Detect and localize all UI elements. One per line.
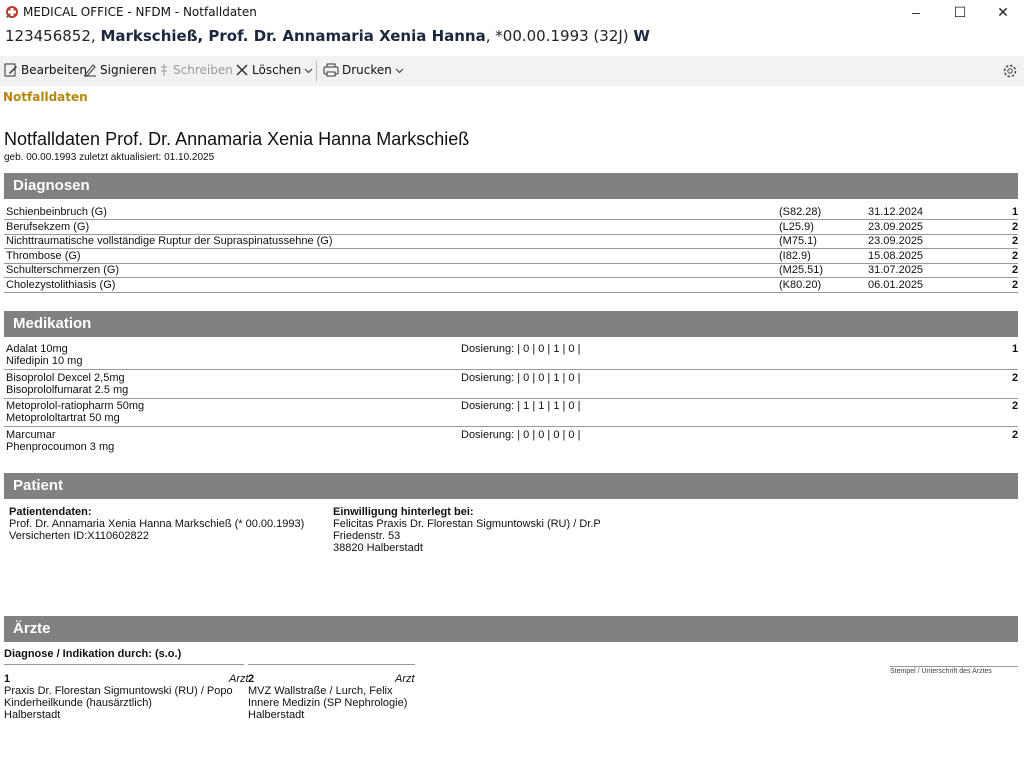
edit-icon (4, 63, 18, 77)
document-subtitle: geb. 00.00.1993 zuletzt aktualisiert: 01.10.2025 (4, 152, 215, 163)
indication-label: Diagnose / Indikation durch: (s.o.) (4, 648, 182, 660)
sign-button-label: Signieren (100, 63, 157, 77)
window-title: MEDICAL OFFICE - NFDM - Notfalldaten (23, 5, 257, 19)
diagnosis-date: 31.07.2025 (868, 264, 924, 276)
medication-row (4, 343, 1018, 369)
diagnosis-row (4, 221, 1018, 233)
medication-dosage: Dosierung: | 0 | 0 | 1 | 0 | (461, 371, 581, 384)
patient-insurance-id: Versicherten ID:X110602822 (9, 530, 149, 542)
diagnosis-number: 2 (1012, 264, 1019, 276)
doctor-role: Arzt (229, 673, 249, 685)
diagnosis-date: 06.01.2025 (868, 278, 924, 291)
diagnoses-section-header (4, 173, 1018, 199)
delete-button-label: Löschen (252, 63, 302, 77)
minimize-icon: – (912, 4, 920, 20)
diagnosis-name: Berufsekzem (G) (6, 220, 90, 233)
diagnosis-row (4, 206, 1018, 218)
patient-header (5, 27, 650, 45)
diagnosis-row (4, 264, 1018, 276)
medication-name: Metoprolol-ratiopharm 50mg (6, 400, 145, 412)
row-divider (4, 426, 1018, 427)
medication-dosage: Dosierung: | 1 | 1 | 1 | 0 | (461, 400, 581, 412)
toolbar (0, 56, 1024, 86)
diagnosis-code: (S82.28) (779, 206, 822, 218)
consent-line: 38820 Halberstadt (333, 542, 423, 554)
delete-scissors-icon (235, 63, 249, 77)
settings-button[interactable] (1002, 63, 1018, 79)
maximize-button[interactable] (937, 0, 983, 24)
chevron-down-icon (304, 66, 313, 75)
diagnosis-number: 2 (1012, 278, 1019, 291)
diagnosis-date: 23.09.2025 (868, 220, 924, 233)
medication-section-header (4, 311, 1018, 337)
toolbar-divider (316, 61, 317, 81)
medication-substance: Bisoprololfumarat 2.5 mg (6, 383, 129, 396)
row-divider (4, 398, 1018, 399)
doctor-line: Praxis Dr. Florestan Sigmuntowski (RU) / Popo (4, 685, 233, 697)
doctors-heading: Ärzte (13, 620, 51, 637)
consent-line: Felicitas Praxis Dr. Florestan Sigmuntowski (RU) / Dr.P (333, 518, 601, 530)
doctor-line: Innere Medizin (SP Nephrologie) (248, 697, 408, 709)
tab-notfalldaten[interactable]: Notfalldaten (3, 90, 88, 104)
patient-sex: W (633, 27, 650, 45)
doctor-divider (248, 664, 415, 665)
write-button[interactable] (158, 63, 233, 77)
medication-number: 1 (1012, 343, 1019, 355)
diagnosis-code: (M25.51) (779, 264, 824, 276)
patient-section-header (4, 473, 1018, 499)
diagnosis-name: Schulterschmerzen (G) (6, 264, 120, 276)
diagnosis-code: (M75.1) (779, 235, 817, 247)
medication-heading: Medikation (13, 315, 92, 332)
doctor-number: 2 (248, 673, 255, 685)
medication-substance: Metoprololtartrat 50 mg (6, 412, 120, 424)
diagnosis-date: 23.09.2025 (868, 235, 924, 247)
patient-name-line: Prof. Dr. Annamaria Xenia Hanna Markschieß (* 00.00.1993) (9, 518, 305, 530)
diagnosis-row (4, 235, 1018, 247)
printer-icon (323, 63, 339, 77)
diagnosis-number: 2 (1012, 249, 1019, 262)
window-titlebar (0, 0, 1024, 24)
chevron-down-icon (395, 66, 404, 75)
diagnosis-number: 2 (1012, 220, 1019, 233)
doctor-line: Halberstadt (248, 709, 305, 721)
doctor-line: Kinderheilkunde (hausärztlich) (4, 697, 152, 709)
medication-row (4, 372, 1018, 398)
doctors-section-header (4, 616, 1018, 642)
row-divider (4, 292, 1018, 293)
diagnosis-name: Schienbeinbruch (G) (6, 206, 107, 218)
diagnosis-name: Cholezystolithiasis (G) (6, 278, 116, 291)
medication-dosage: Dosierung: | 0 | 0 | 1 | 0 | (461, 343, 581, 355)
diagnosis-code: (K80.20) (779, 278, 822, 291)
diagnosis-name: Nichttraumatische vollständige Ruptur der Supraspinatussehne (G) (6, 235, 333, 247)
medication-name: Marcumar (6, 428, 56, 441)
edit-button[interactable] (4, 63, 87, 77)
diagnosis-code: (L25.9) (779, 220, 814, 233)
patient-id: 123456852, (5, 27, 96, 45)
doctor-number: 1 (4, 673, 11, 685)
stamp-signature-label: Stempel / Unterschrift des Arztes (890, 668, 992, 675)
gear-icon (1002, 63, 1018, 79)
diagnosis-row (4, 279, 1018, 291)
write-button-label: Schreiben (173, 63, 233, 77)
patient-heading: Patient (13, 477, 64, 494)
diagnoses-heading: Diagnosen (13, 177, 90, 194)
maximize-icon: ☐ (953, 3, 967, 20)
sign-pen-icon (83, 63, 97, 77)
consent-line: Friedenstr. 53 (333, 530, 401, 542)
medication-substance: Nifedipin 10 mg (6, 355, 83, 367)
delete-button[interactable] (235, 63, 313, 77)
medication-dosage: Dosierung: | 0 | 0 | 0 | 0 | (461, 428, 581, 441)
medication-number: 2 (1012, 400, 1019, 412)
diagnosis-name: Thrombose (G) (6, 249, 81, 262)
app-logo-icon (4, 4, 20, 20)
doctor-role: Arzt (395, 673, 415, 685)
doctor-line: MVZ Wallstraße / Lurch, Felix (248, 685, 393, 697)
patient-name: Markschieß, Prof. Dr. Annamaria Xenia Hanna (100, 27, 486, 45)
diagnosis-code: (I82.9) (779, 249, 811, 262)
close-icon: ✕ (997, 3, 1009, 20)
diagnosis-number: 2 (1012, 235, 1019, 247)
document-title: Notfalldaten Prof. Dr. Annamaria Xenia Hanna Markschieß (4, 129, 470, 149)
diagnosis-date: 31.12.2024 (868, 206, 924, 218)
medication-number: 2 (1012, 371, 1019, 384)
medication-number: 2 (1012, 428, 1019, 441)
patient-data-label: Patientendaten: (9, 506, 92, 518)
edit-button-label: Bearbeiten (21, 63, 87, 77)
signature-line (890, 666, 1018, 667)
close-button[interactable] (980, 0, 1024, 24)
print-button-label: Drucken (342, 63, 392, 77)
consent-label: Einwilligung hinterlegt bei: (333, 506, 474, 518)
diagnosis-number: 1 (1012, 206, 1019, 218)
write-icon (158, 63, 170, 77)
sign-button[interactable] (83, 63, 157, 77)
doctor-line: Halberstadt (4, 709, 61, 721)
diagnosis-date: 15.08.2025 (868, 249, 924, 262)
doctor-divider (4, 664, 244, 665)
row-divider (4, 369, 1018, 370)
medication-substance: Phenprocoumon 3 mg (6, 440, 115, 453)
medication-name: Bisoprolol Dexcel 2,5mg (6, 371, 125, 384)
patient-birth: , *00.00.1993 (32J) (485, 27, 629, 45)
print-button[interactable] (323, 63, 404, 77)
medication-name: Adalat 10mg (6, 343, 68, 355)
diagnosis-row (4, 250, 1018, 262)
minimize-button[interactable] (893, 0, 939, 24)
medication-row (4, 400, 1018, 426)
medication-row (4, 429, 1018, 455)
